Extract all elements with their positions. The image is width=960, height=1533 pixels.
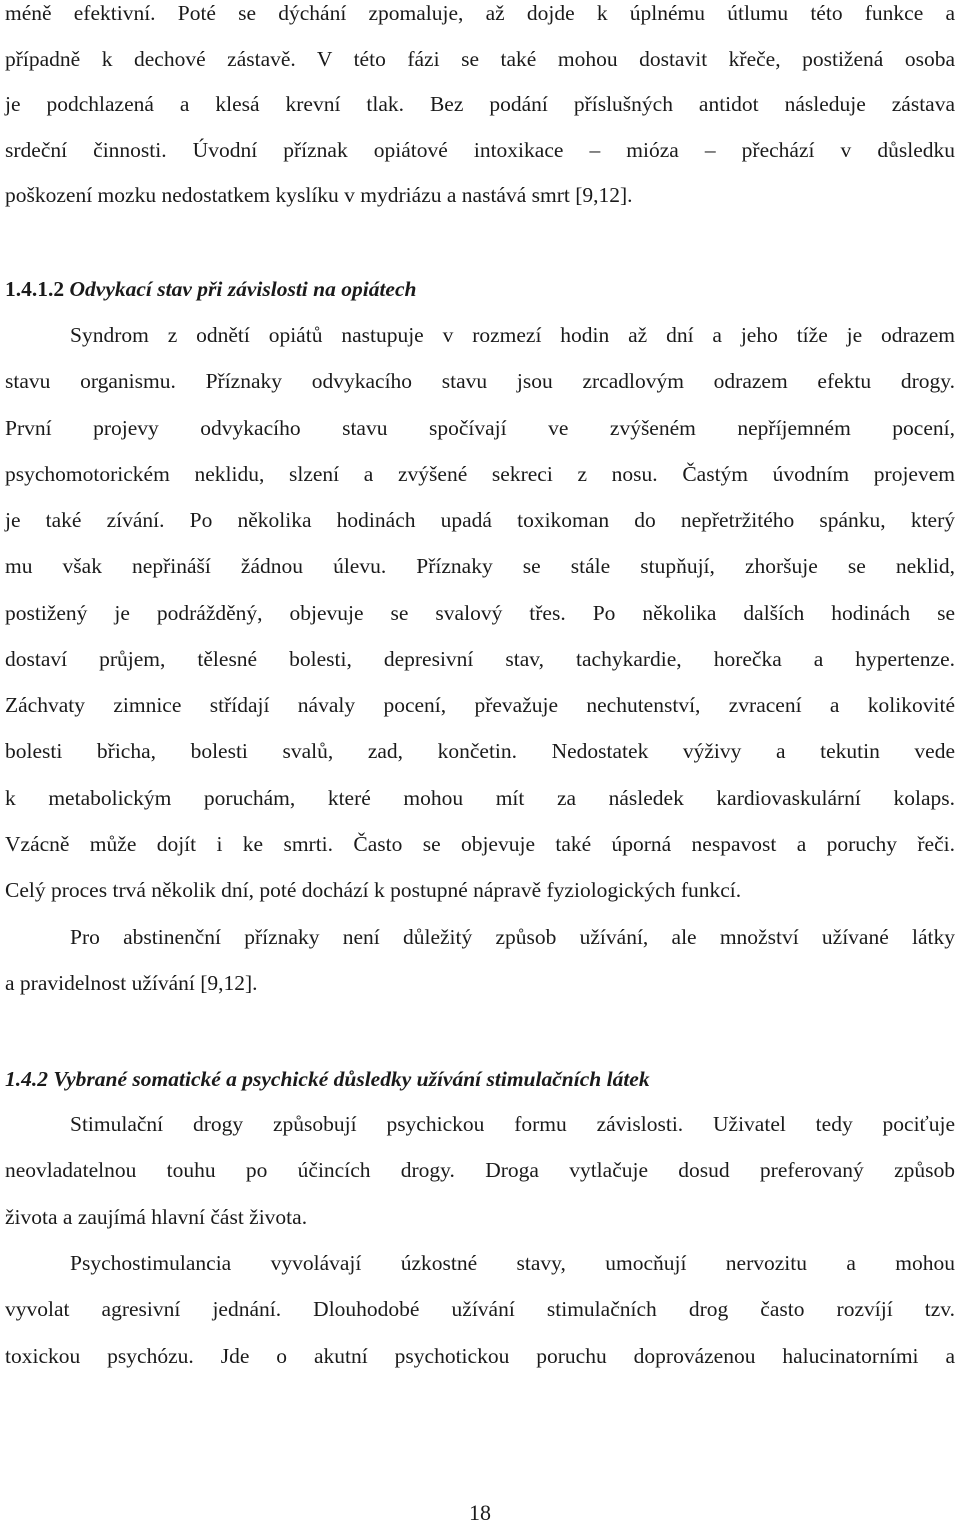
text-line: Syndrom z odnětí opiátů nastupuje v rozmezí hodin až dní a jeho tíže je odrazem [70,323,955,347]
text-line: mu však nepřináší žádnou úlevu. Příznaky se stále stupňují, zhoršuje se neklid, [5,554,955,578]
text-line: Záchvaty zimnice střídají návaly pocení, převažuje nechutenství, zvracení a kolikovité [5,693,955,717]
text-line: poškození mozku nedostatkem kyslíku v mydriázu a nastává smrt [9,12]. [5,183,633,207]
text-line: psychomotorickém neklidu, slzení a zvýšené sekreci z nosu. Častým úvodním projevem [5,462,955,486]
text-line: bolesti břicha, bolesti svalů, zad, končetin. Nedostatek výživy a tekutin vede [5,739,955,763]
section-number: 1.4.1.2 [5,277,65,301]
text-line: Psychostimulancia vyvolávají úzkostné stavy, umocňují nervozitu a mohou [70,1251,955,1275]
page-number: 18 [469,1500,491,1525]
text-line: neovladatelnou touhu po účincích drogy. Droga vytlačuje dosud preferovaný způsob [5,1158,955,1182]
text-line: vyvolat agresivní jednání. Dlouhodobé užívání stimulačních drog často rozvíjí tzv. [5,1297,955,1321]
text-line: k metabolickým poruchám, které mohou mít za následek kardiovaskulární kolaps. [5,786,955,810]
text-line: Vzácně může dojít i ke smrti. Často se objevuje také úporná nespavost a poruchy řeči. [5,832,955,856]
text-line: První projevy odvykacího stavu spočívají ve zvýšeném nepříjemném pocení, [5,416,955,440]
text-line: dostaví průjem, tělesné bolesti, depresivní stav, tachykardie, horečka a hypertenze. [5,647,955,671]
text-line: méně efektivní. Poté se dýchání zpomaluje, až dojde k úplnému útlumu této funkce a [5,1,955,25]
text-line: případně k dechové zástavě. V této fázi se také mohou dostavit křeče, postižená osoba [5,47,955,71]
text-line: srdeční činnosti. Úvodní příznak opiátové intoxikace – mióza – přechází v důsledku [5,138,955,162]
section-heading [5,1056,955,1102]
text-line: stavu organismu. Příznaky odvykacího stavu jsou zrcadlovým odrazem efektu drogy. [5,369,955,393]
section-number: 1.4.2 [5,1067,48,1091]
section-heading [5,266,955,312]
section-title: Vybrané somatické a psychické důsledky užívání stimulačních látek [53,1067,650,1091]
text-line: Stimulační drogy způsobují psychickou formu závislosti. Uživatel tedy pociťuje [70,1112,955,1136]
text-line: postižený je podrážděný, objevuje se svalový třes. Po několika dalších hodinách se [5,601,955,625]
text-line: toxickou psychózu. Jde o akutní psychotickou poruchu doprovázenou halucinatorními a [5,1344,955,1368]
text-line: a pravidelnost užívání [9,12]. [5,971,258,995]
text-line: je také zívání. Po několika hodinách upadá toxikoman do nepřetržitého spánku, který [5,508,955,532]
text-line: Pro abstinenční příznaky není důležitý způsob užívání, ale množství užívané látky [70,925,955,949]
section-title: Odvykací stav při závislosti na opiátech [69,277,417,301]
text-line: je podchlazená a klesá krevní tlak. Bez podání příslušných antidot následuje zástava [5,92,955,116]
text-line: života a zaujímá hlavní část života. [5,1205,308,1229]
text-line: Celý proces trvá několik dní, poté dochází k postupné nápravě fyziologických funkcí. [5,878,742,902]
